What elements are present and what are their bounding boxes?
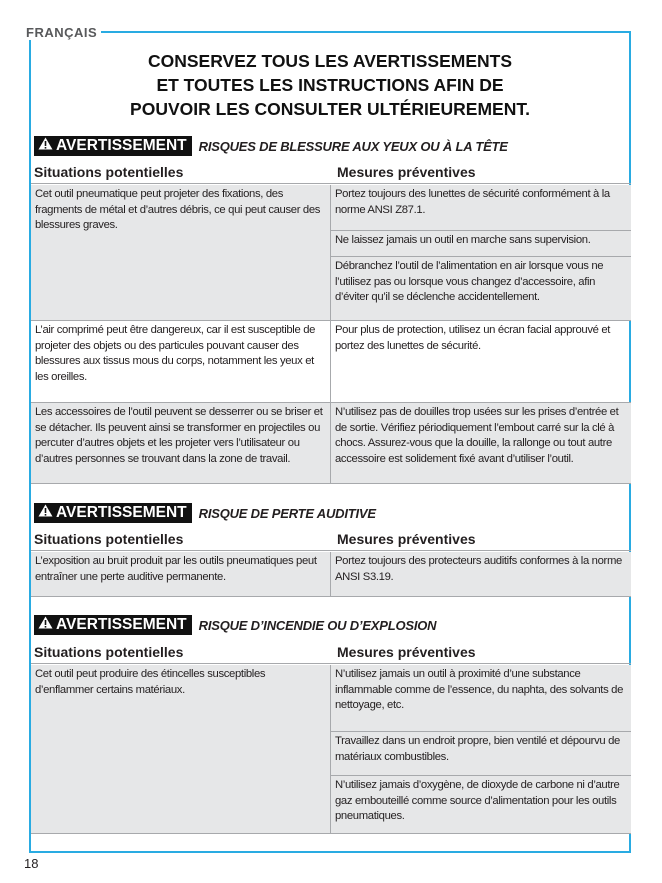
warning-label: AVERTISSEMENT — [56, 137, 187, 154]
s1-r3-situation: Les accessoires de l’outil peuvent se desserrer ou se briser et se détacher. Ils peuvent ainsi se transformer en projectiles ou percuter d’autres objets et les projeter vers l’utilisateur ou d’autres personnes se trouvant dans la zone de travail. — [31, 402, 330, 483]
warning-triangle-icon — [38, 615, 53, 635]
s1-r1-measure-b: Ne laissez jamais un outil en marche sans supervision. — [331, 230, 631, 256]
page-number: 18 — [24, 856, 39, 871]
warning-title: RISQUES DE BLESSURE AUX YEUX OU À LA TÊTE — [198, 138, 508, 154]
warning-label: AVERTISSEMENT — [56, 616, 187, 633]
col-header-mesures: Mesures préventives — [337, 531, 476, 547]
col-header-situations: Situations potentielles — [34, 531, 184, 547]
language-label: FRANÇAIS — [24, 26, 101, 40]
table-header — [31, 644, 631, 664]
s1-r3-measure: N’utilisez pas de douilles trop usées sur les prises d’entrée et de sortie. Vérifiez périodiquement l’embout carré sur la clé à chocs. Assurez-vous que la douille, la rallonge ou tout autre accessoire est solidement fixé avant d’utiliser l’outil. — [331, 402, 631, 483]
s3-r1-measure-a: N’utilisez jamais un outil à proximité d’une substance inflammable comme de l’essence, du naphta, des solvants de nettoyage, etc. — [331, 665, 631, 731]
warning-triangle-icon — [38, 503, 53, 523]
s3-column-divider — [330, 665, 331, 833]
s2-r1-measure: Portez toujours des protecteurs auditifs conformes à la norme ANSI S3.19. — [331, 552, 631, 596]
heading-line-1: CONSERVEZ TOUS LES AVERTISSEMENTS — [148, 51, 512, 71]
warning-header-hearing — [34, 503, 376, 523]
warning-header-eye — [34, 136, 508, 156]
warning-title: RISQUE D’INCENDIE OU D’EXPLOSION — [198, 617, 437, 633]
s1-r2-situation: L’air comprimé peut être dangereux, car il est susceptible de projeter des objets ou des particules pouvant causer des blessures aux tissus mous du corps, notamment les yeux et les oreilles. — [31, 320, 330, 402]
s3-r1-measure-c: N’utilisez jamais d’oxygène, de dioxyde de carbone ni d’autre gaz embouteillé comme source d’alimentation pour les outils pneumatiques. — [331, 775, 631, 833]
s1-r1-situation: Cet outil pneumatique peut projeter des fixations, des fragments de métal et d’autres débris, ce qui peut causer des blessures graves. — [31, 185, 330, 320]
s3-bottom-rule — [31, 833, 631, 834]
heading-line-2: ET TOUTES LES INSTRUCTIONS AFIN DE — [156, 75, 504, 95]
warning-label: AVERTISSEMENT — [56, 504, 187, 521]
warning-title: RISQUE DE PERTE AUDITIVE — [198, 505, 376, 521]
s1-r1-measure-a: Portez toujours des lunettes de sécurité conformément à la norme ANSI Z87.1. — [331, 185, 631, 230]
warning-badge — [34, 503, 192, 523]
warning-badge — [34, 615, 192, 635]
s3-r1-situation: Cet outil peut produire des étincelles susceptibles d’enflammer certains matériaux. — [31, 665, 330, 833]
s1-r1-measure-c: Débranchez l’outil de l’alimentation en air lorsque vous ne l’utilisez pas ou lorsque vous changez d’accessoire, afin d’éviter qu’il se déclenche accidentellement. — [331, 256, 631, 320]
col-header-mesures: Mesures préventives — [337, 644, 476, 660]
warning-badge — [34, 136, 192, 156]
s1-r2-measure: Pour plus de protection, utilisez un écran facial approuvé et portez des lunettes de sécurité. — [331, 320, 631, 402]
s3-r1-measure-b: Travaillez dans un endroit propre, bien ventilé et dépourvu de matériaux combustibles. — [331, 731, 631, 775]
s1-column-divider — [330, 185, 331, 483]
table-header — [31, 164, 631, 184]
col-header-mesures: Mesures préventives — [337, 164, 476, 180]
warning-header-fire — [34, 615, 436, 635]
col-header-situations: Situations potentielles — [34, 644, 184, 660]
table-header — [31, 531, 631, 551]
s2-bottom-rule — [31, 596, 631, 597]
col-header-situations: Situations potentielles — [34, 164, 184, 180]
s1-bottom-rule — [31, 483, 631, 484]
s2-column-divider — [330, 552, 331, 596]
warning-triangle-icon — [38, 136, 53, 156]
heading-line-3: POUVOIR LES CONSULTER ULTÉRIEUREMENT. — [130, 99, 530, 119]
page-heading — [31, 49, 629, 121]
s2-r1-situation: L’exposition au bruit produit par les outils pneumatiques peut entraîner une perte auditive permanente. — [31, 552, 330, 596]
